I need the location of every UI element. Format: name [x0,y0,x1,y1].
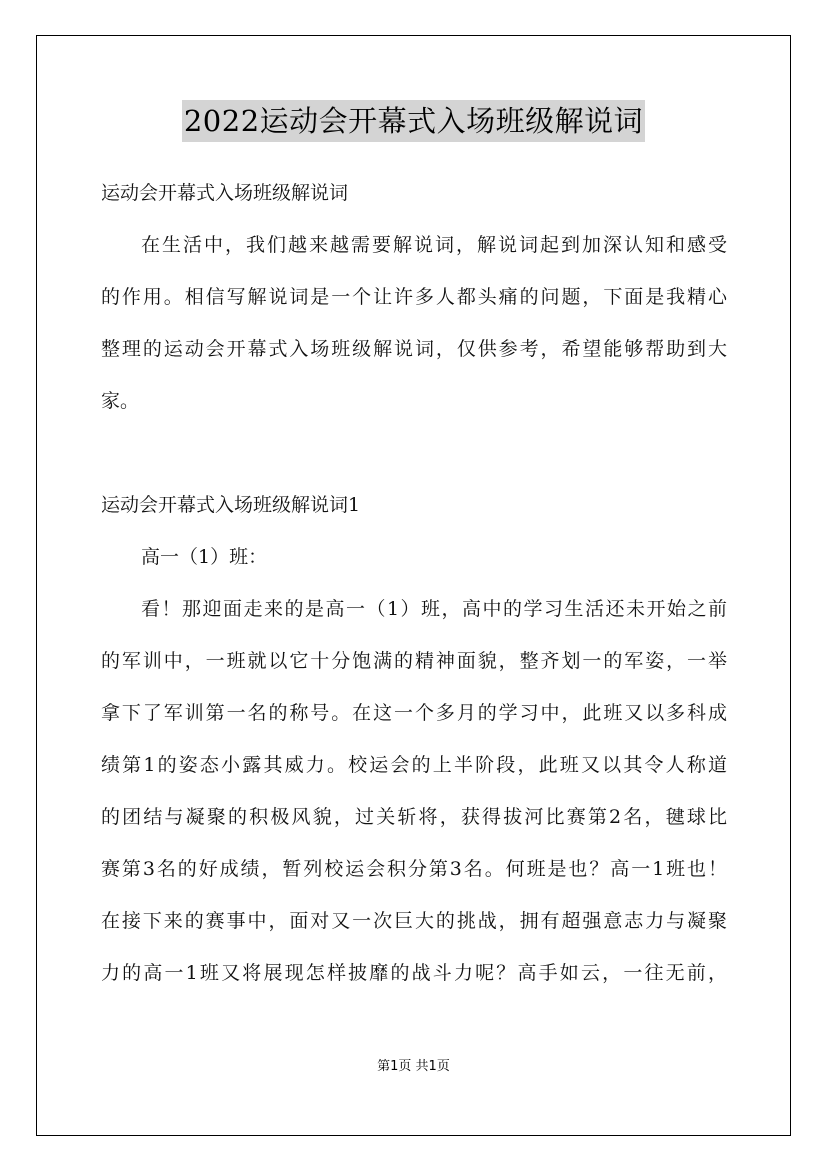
intro-line: 整理的运动会开幕式入场班级解说词，仅供参考，希望能够帮助到大 [101,338,727,360]
body-line: 拿下了军训第一名的称号。在这一个多月的学习中，此班又以多科成 [101,702,727,724]
body-line: 绩第1的姿态小露其威力。校运会的上半阶段，此班又以其令人称道 [101,754,727,776]
title-container [0,100,827,142]
subtitle: 运动会开幕式入场班级解说词 [101,182,349,204]
page-footer: 第1页 共1页 [377,1059,450,1074]
intro-line: 的作用。相信写解说词是一个让许多人都头痛的问题，下面是我精心 [101,286,727,308]
document-title: 2022运动会开幕式入场班级解说词 [182,100,645,142]
body-line: 赛第3名的好成绩，暂列校运会积分第3名。何班是也？高一1班也！ [101,858,727,880]
class-label: 高一（1）班： [141,546,268,568]
body-line: 看！那迎面走来的是高一（1）班，高中的学习生活还未开始之前 [141,598,727,620]
section-heading: 运动会开幕式入场班级解说词1 [101,494,361,516]
body-line: 力的高一1班又将展现怎样披靡的战斗力呢？高手如云，一往无前， [101,962,727,984]
intro-line: 家。 [101,390,140,412]
intro-line: 在生活中，我们越来越需要解说词，解说词起到加深认知和感受 [141,234,727,256]
body-line: 的军训中，一班就以它十分饱满的精神面貌，整齐划一的军姿，一举 [101,650,727,672]
body-line: 的团结与凝聚的积极风貌，过关斩将，获得拔河比赛第2名，毽球比 [101,806,727,828]
paragraph-gap [101,432,727,484]
document-body [101,172,727,1004]
body-line: 在接下来的赛事中，面对又一次巨大的挑战，拥有超强意志力与凝聚 [101,910,727,932]
